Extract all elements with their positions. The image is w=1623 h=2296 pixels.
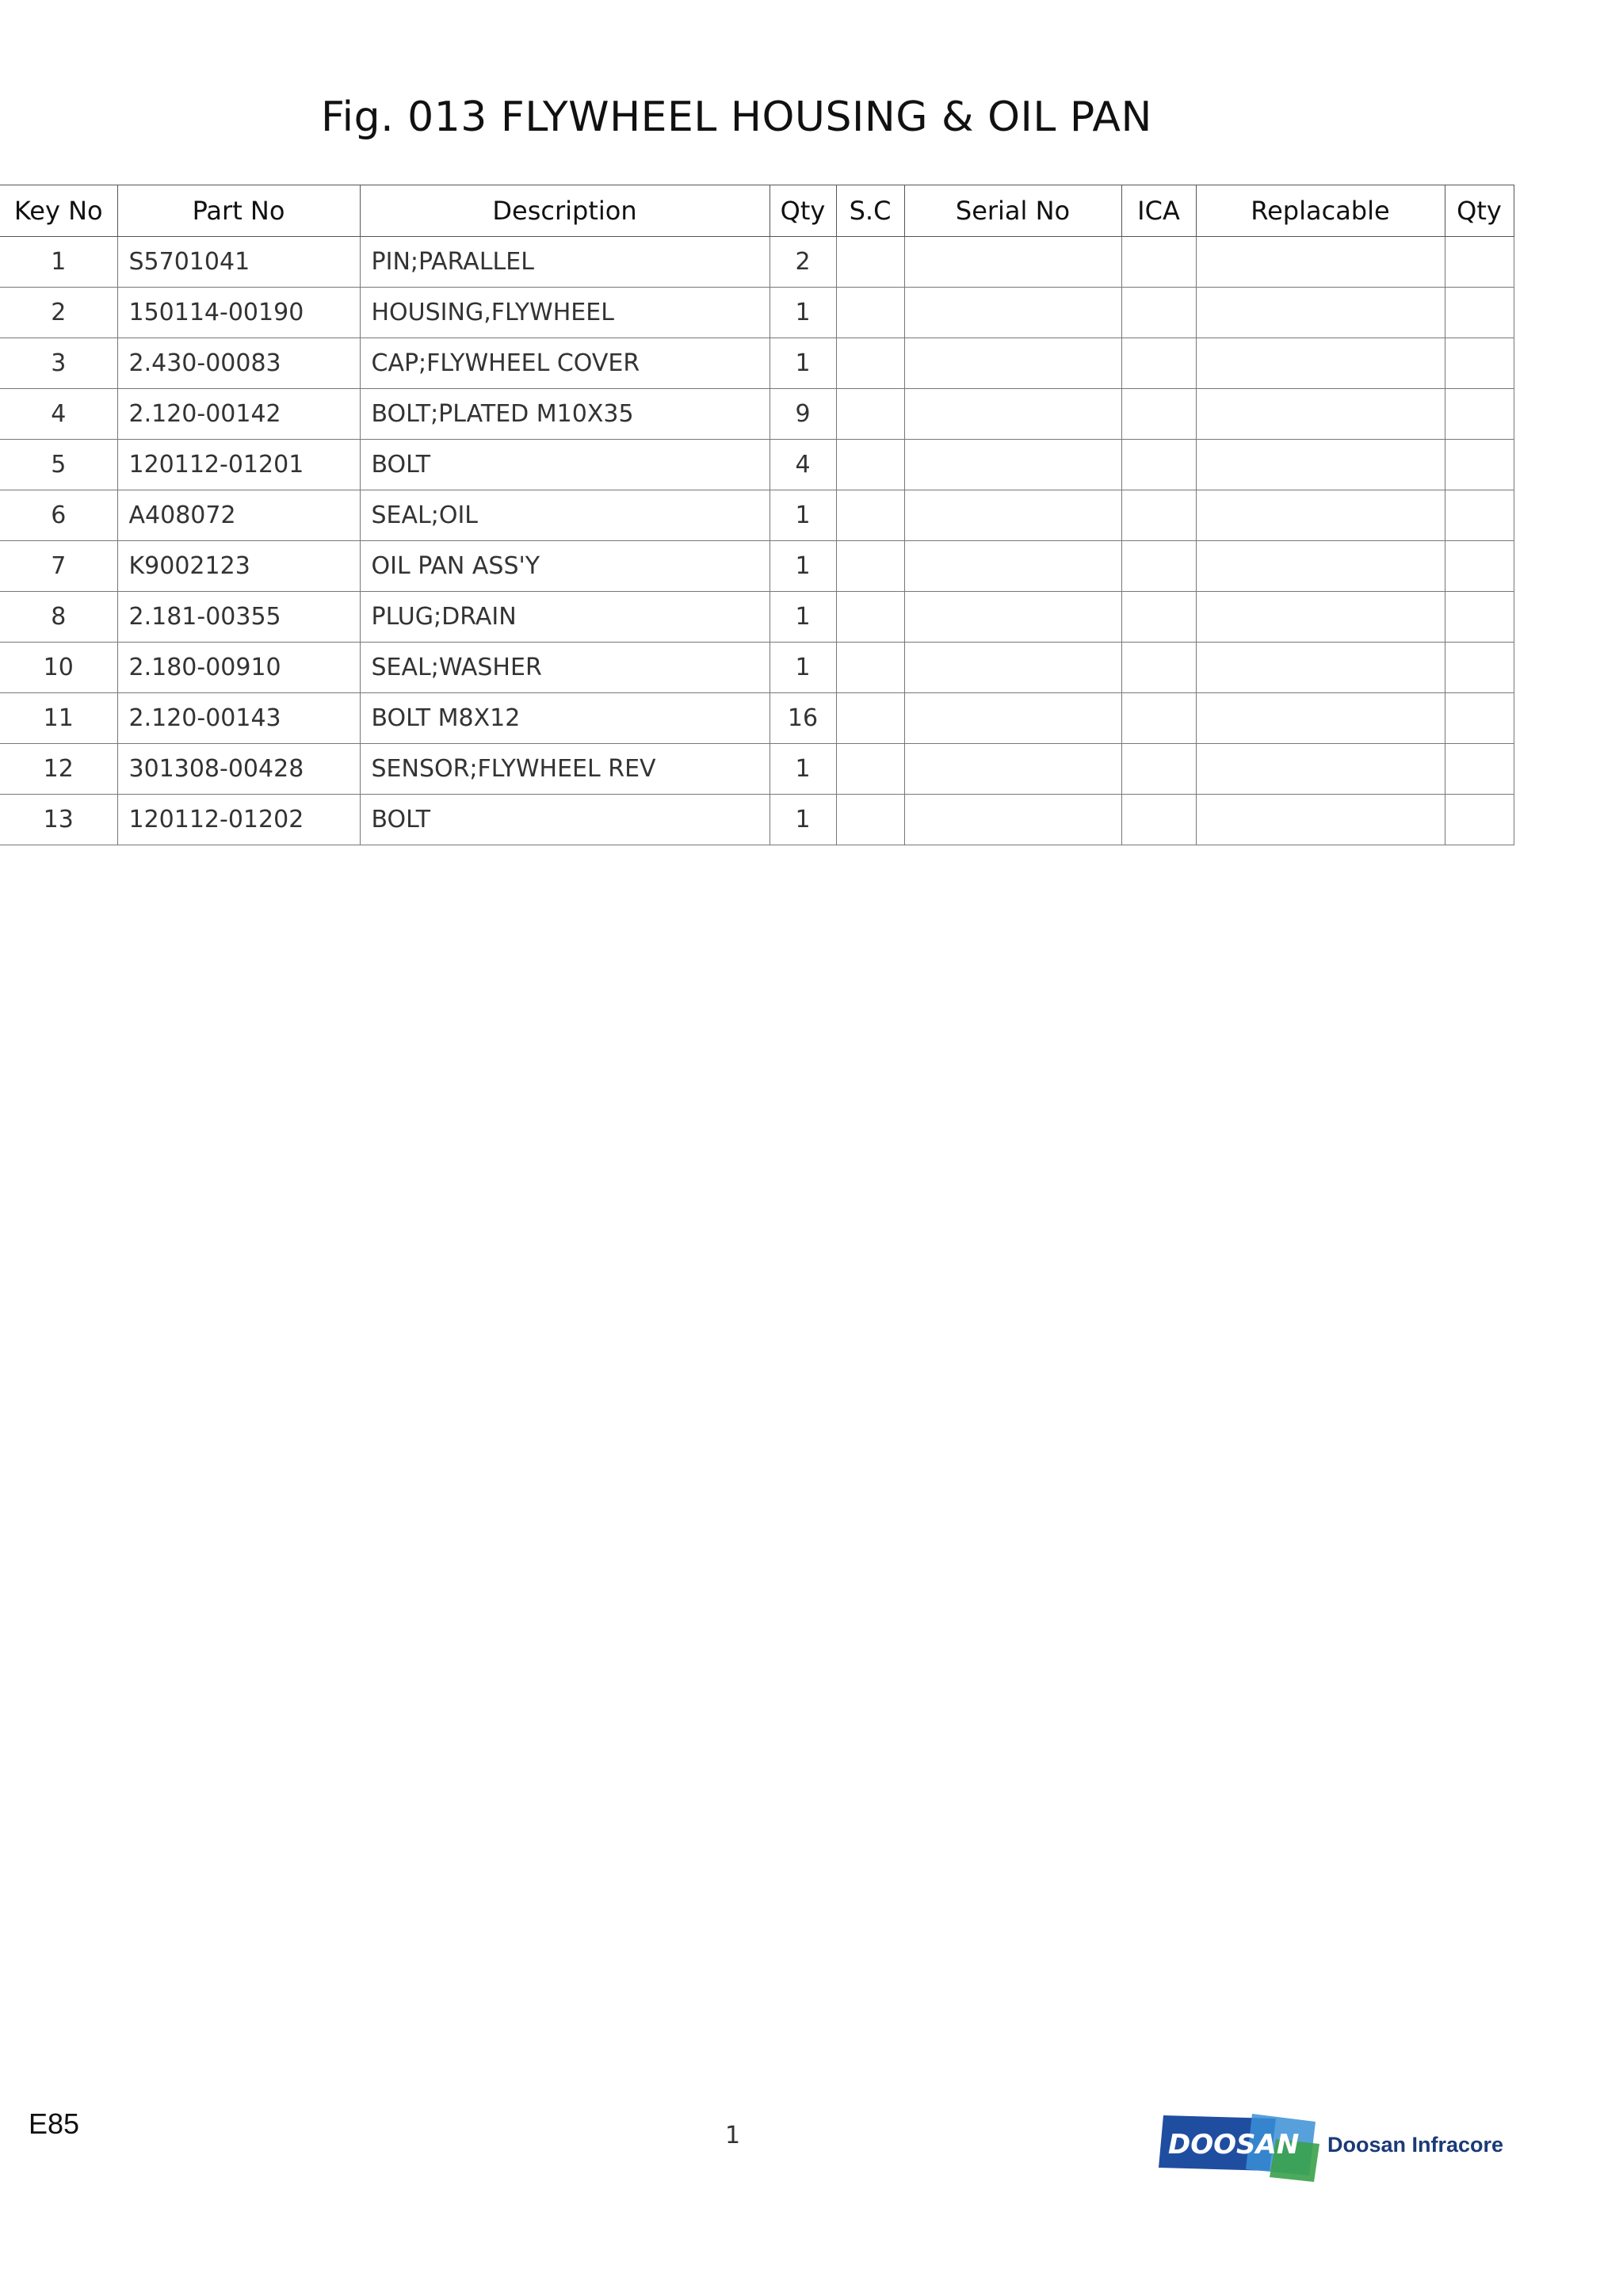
cell-key-no: 7 (0, 541, 117, 592)
cell-serial-no (904, 389, 1121, 440)
cell-description: BOLT (360, 795, 769, 845)
header-serial-no: Serial No (904, 185, 1121, 237)
table-row (0, 490, 1514, 541)
cell-replacable (1196, 643, 1445, 693)
logo-mark-text: DOOSAN (1168, 2129, 1300, 2161)
cell-key-no: 2 (0, 288, 117, 338)
cell-part-no: 120112-01202 (117, 795, 360, 845)
cell-qty: 1 (769, 744, 836, 795)
cell-serial-no (904, 338, 1121, 389)
cell-sc (836, 643, 904, 693)
cell-key-no: 8 (0, 592, 117, 643)
cell-description: SENSOR;FLYWHEEL REV (360, 744, 769, 795)
cell-serial-no (904, 440, 1121, 490)
cell-sc (836, 795, 904, 845)
cell-qty-2 (1445, 389, 1514, 440)
cell-serial-no (904, 744, 1121, 795)
table-row (0, 389, 1514, 440)
table-row (0, 440, 1514, 490)
cell-replacable (1196, 389, 1445, 440)
cell-replacable (1196, 693, 1445, 744)
cell-qty: 1 (769, 288, 836, 338)
cell-serial-no (904, 795, 1121, 845)
cell-replacable (1196, 795, 1445, 845)
header-replacable: Replacable (1196, 185, 1445, 237)
cell-part-no: 120112-01201 (117, 440, 360, 490)
cell-ica (1121, 541, 1196, 592)
cell-qty-2 (1445, 541, 1514, 592)
cell-qty: 1 (769, 643, 836, 693)
table-row (0, 338, 1514, 389)
cell-serial-no (904, 592, 1121, 643)
table-row (0, 592, 1514, 643)
cell-ica (1121, 288, 1196, 338)
cell-description: CAP;FLYWHEEL COVER (360, 338, 769, 389)
table-row (0, 744, 1514, 795)
cell-qty-2 (1445, 237, 1514, 288)
cell-qty: 4 (769, 440, 836, 490)
cell-qty: 1 (769, 795, 836, 845)
cell-ica (1121, 643, 1196, 693)
parts-table (0, 185, 1514, 845)
cell-serial-no (904, 643, 1121, 693)
model-label: E85 (29, 2107, 80, 2140)
cell-replacable (1196, 541, 1445, 592)
cell-replacable (1196, 338, 1445, 389)
cell-ica (1121, 440, 1196, 490)
table-row (0, 288, 1514, 338)
cell-qty: 1 (769, 592, 836, 643)
cell-description: SEAL;WASHER (360, 643, 769, 693)
header-ica: ICA (1121, 185, 1196, 237)
cell-qty-2 (1445, 592, 1514, 643)
cell-key-no: 3 (0, 338, 117, 389)
cell-replacable (1196, 440, 1445, 490)
cell-sc (836, 338, 904, 389)
page-title: Fig. 013 FLYWHEEL HOUSING & OIL PAN (321, 93, 1152, 141)
cell-key-no: 10 (0, 643, 117, 693)
cell-key-no: 5 (0, 440, 117, 490)
table-row (0, 237, 1514, 288)
cell-serial-no (904, 541, 1121, 592)
logo-company-name: Doosan Infracore (1327, 2133, 1504, 2157)
cell-qty-2 (1445, 490, 1514, 541)
cell-part-no: A408072 (117, 490, 360, 541)
cell-qty: 1 (769, 490, 836, 541)
header-qty-2: Qty (1445, 185, 1514, 237)
table-row (0, 693, 1514, 744)
cell-replacable (1196, 744, 1445, 795)
cell-part-no: 2.180-00910 (117, 643, 360, 693)
cell-description: HOUSING,FLYWHEEL (360, 288, 769, 338)
cell-qty-2 (1445, 338, 1514, 389)
cell-ica (1121, 592, 1196, 643)
cell-replacable (1196, 237, 1445, 288)
table-header-row (0, 185, 1514, 237)
cell-qty-2 (1445, 288, 1514, 338)
cell-sc (836, 237, 904, 288)
cell-part-no: S5701041 (117, 237, 360, 288)
cell-qty-2 (1445, 795, 1514, 845)
cell-key-no: 12 (0, 744, 117, 795)
cell-qty: 1 (769, 541, 836, 592)
cell-part-no: 2.120-00142 (117, 389, 360, 440)
cell-replacable (1196, 592, 1445, 643)
cell-part-no: K9002123 (117, 541, 360, 592)
cell-serial-no (904, 693, 1121, 744)
cell-key-no: 6 (0, 490, 117, 541)
cell-key-no: 13 (0, 795, 117, 845)
cell-part-no: 301308-00428 (117, 744, 360, 795)
cell-ica (1121, 389, 1196, 440)
cell-serial-no (904, 237, 1121, 288)
cell-ica (1121, 237, 1196, 288)
cell-description: PIN;PARALLEL (360, 237, 769, 288)
header-description: Description (360, 185, 769, 237)
cell-part-no: 2.120-00143 (117, 693, 360, 744)
cell-part-no: 150114-00190 (117, 288, 360, 338)
doosan-logo (1157, 2107, 1504, 2187)
cell-part-no: 2.181-00355 (117, 592, 360, 643)
cell-description: SEAL;OIL (360, 490, 769, 541)
cell-sc (836, 693, 904, 744)
cell-sc (836, 744, 904, 795)
cell-ica (1121, 744, 1196, 795)
cell-serial-no (904, 490, 1121, 541)
table-row (0, 541, 1514, 592)
cell-description: BOLT;PLATED M10X35 (360, 389, 769, 440)
cell-part-no: 2.430-00083 (117, 338, 360, 389)
header-part-no: Part No (117, 185, 360, 237)
doosan-logo-mark-icon (1157, 2107, 1323, 2187)
table-row (0, 795, 1514, 845)
cell-description: OIL PAN ASS'Y (360, 541, 769, 592)
cell-qty: 16 (769, 693, 836, 744)
cell-description: PLUG;DRAIN (360, 592, 769, 643)
cell-key-no: 4 (0, 389, 117, 440)
cell-serial-no (904, 288, 1121, 338)
cell-sc (836, 490, 904, 541)
cell-key-no: 11 (0, 693, 117, 744)
page-number: 1 (725, 2122, 741, 2149)
cell-description: BOLT (360, 440, 769, 490)
cell-sc (836, 440, 904, 490)
cell-sc (836, 592, 904, 643)
cell-description: BOLT M8X12 (360, 693, 769, 744)
header-qty: Qty (769, 185, 836, 237)
cell-qty-2 (1445, 744, 1514, 795)
cell-ica (1121, 338, 1196, 389)
cell-sc (836, 541, 904, 592)
cell-replacable (1196, 490, 1445, 541)
cell-ica (1121, 490, 1196, 541)
header-key-no: Key No (0, 185, 117, 237)
cell-key-no: 1 (0, 237, 117, 288)
cell-sc (836, 389, 904, 440)
cell-qty: 1 (769, 338, 836, 389)
header-sc: S.C (836, 185, 904, 237)
table-row (0, 643, 1514, 693)
cell-sc (836, 288, 904, 338)
cell-qty-2 (1445, 693, 1514, 744)
cell-qty: 9 (769, 389, 836, 440)
cell-replacable (1196, 288, 1445, 338)
cell-ica (1121, 795, 1196, 845)
cell-qty-2 (1445, 440, 1514, 490)
cell-qty-2 (1445, 643, 1514, 693)
cell-qty: 2 (769, 237, 836, 288)
cell-ica (1121, 693, 1196, 744)
